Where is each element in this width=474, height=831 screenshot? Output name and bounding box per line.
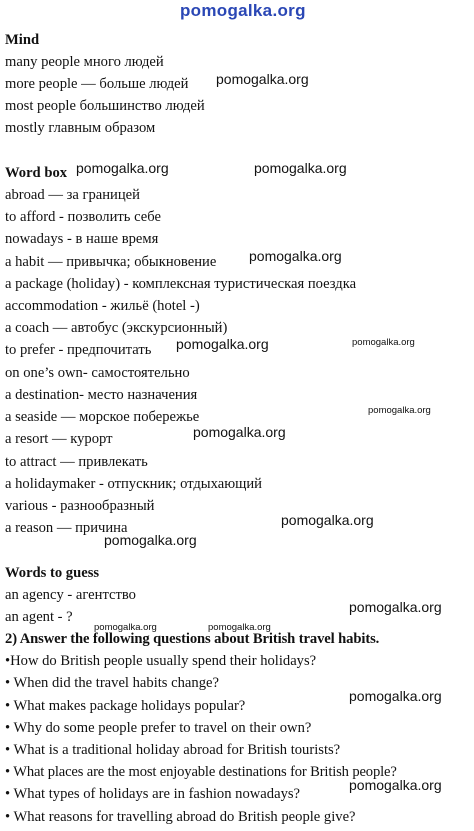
question-item: • What makes package holidays popular? [5,698,246,714]
word-box-line: to prefer - предпочитать [5,342,152,358]
word-box-line: a reason — причина [5,520,128,536]
watermark: pomogalka.org [349,777,442,793]
task2-heading: 2) Answer the following questions about British travel habits. [5,631,380,647]
watermark: pomogalka.org [176,336,269,352]
word-box-line: accommodation - жильё (hotel -) [5,298,200,314]
mind-line: many people много людей [5,54,164,70]
mind-line: most people большинство людей [5,98,205,114]
watermark-top: pomogalka.org [180,1,306,20]
word-box-line: abroad — за границей [5,187,140,203]
question-item: • When did the travel habits change? [5,675,219,691]
watermark: pomogalka.org [349,599,442,615]
watermark: pomogalka.org [254,160,347,176]
word-box-line: a destination- место назначения [5,387,198,403]
watermark: pomogalka.org [208,622,271,633]
word-box-line: to attract — привлекать [5,454,148,470]
watermark: pomogalka.org [216,71,309,87]
watermark: pomogalka.org [249,248,342,264]
word-box-line: nowadays - в наше время [5,231,159,247]
watermark: pomogalka.org [352,337,415,348]
mind-heading: Mind [5,32,40,48]
question-item: • What types of holidays are in fashion nowadays? [5,786,301,802]
watermark: pomogalka.org [368,405,431,416]
word-box-line: a seaside — морское побережье [5,409,200,425]
words-to-guess-heading: Words to guess [5,565,100,581]
word-box-line: to afford - позволить себе [5,209,161,225]
word-box-line: a habit — привычка; обыкновение [5,254,217,270]
question-item: • What places are the most enjoyable destinations for British people? [5,764,397,780]
watermark: pomogalka.org [94,622,157,633]
mind-line: mostly главным образом [5,120,156,136]
word-box-line: a package (holiday) - комплексная туристическая поездка [5,276,357,292]
word-box-line: various - разнообразный [5,498,155,514]
question-item: • What is a traditional holiday abroad for British tourists? [5,742,341,758]
words-to-guess-line: an agency - агентство [5,587,136,603]
question-item: • What reasons for travelling abroad do British people give? [5,809,356,825]
watermark: pomogalka.org [193,424,286,440]
question-item: •How do British people usually spend their holidays? [5,653,317,669]
word-box-line: on one’s own- самостоятельно [5,365,190,381]
watermark: pomogalka.org [104,532,197,548]
word-box-line: a coach — автобус (экскурсионный) [5,320,228,336]
mind-line: more people — больше людей [5,76,189,92]
word-box-line: a holidaymaker - отпускник; отдыхающий [5,476,262,492]
watermark: pomogalka.org [349,688,442,704]
question-item: • Why do some people prefer to travel on their own? [5,720,312,736]
watermark: pomogalka.org [281,512,374,528]
word-box-heading: Word box [5,165,68,181]
word-box-line: a resort — курорт [5,431,113,447]
words-to-guess-line: an agent - ? [5,609,73,625]
watermark: pomogalka.org [76,160,169,176]
